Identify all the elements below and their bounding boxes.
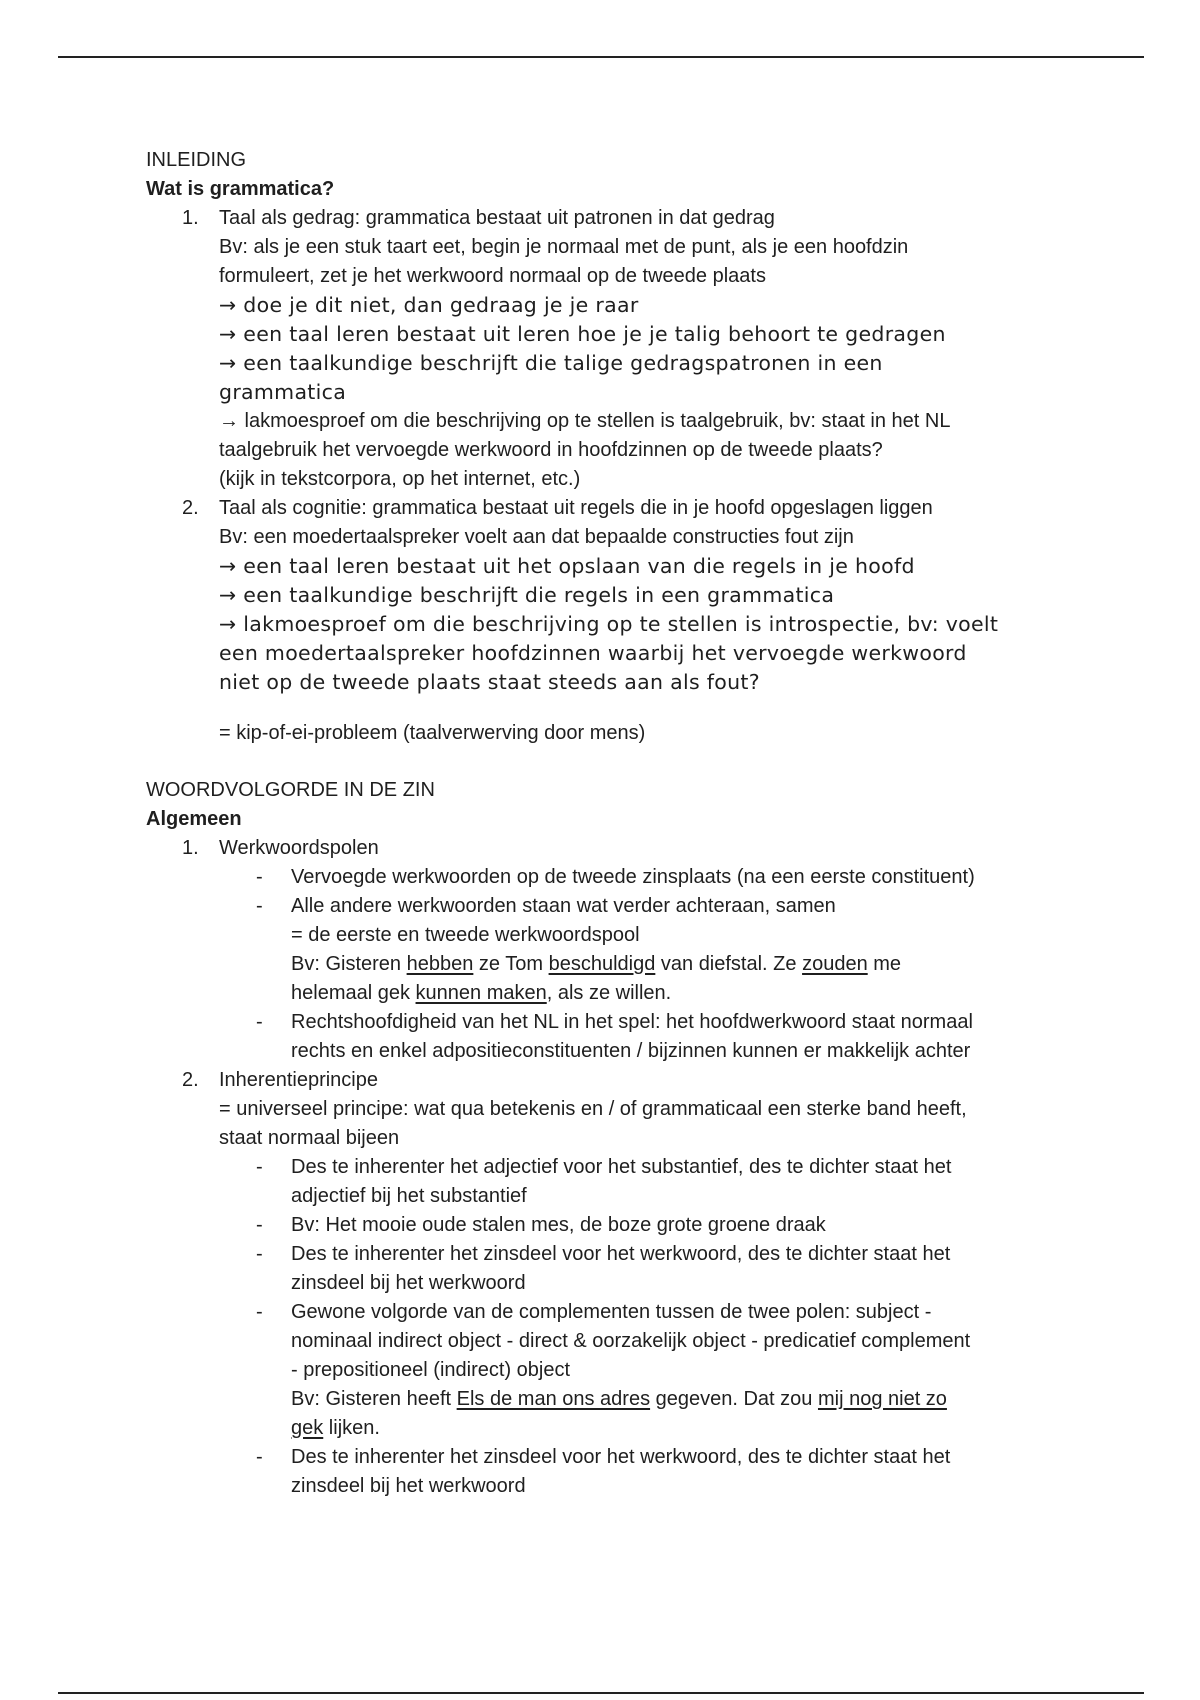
bullet-dash: - [256,1214,263,1236]
example-text: lijken. [323,1417,380,1439]
bottom-rule [58,1692,1144,1694]
text-line: Bv: een moedertaalspreker voelt aan dat bepaalde constructies fout zijn [219,526,854,548]
bullet-text: Alle andere werkwoorden staan wat verder achteraan, samen [291,895,836,917]
example-text: , als ze willen. [546,982,672,1004]
bullet-item [146,1240,1066,1269]
text-line: Bv: als je een stuk taart eet, begin je normaal met de punt, als je een hoofdzin [219,236,909,258]
section-heading-woordvolgorde: WOORDVOLGORDE IN DE ZIN [146,779,435,801]
bullet-item [146,1443,1066,1472]
section-heading-inleiding: INLEIDING [146,149,247,171]
list-item-title: Inherentieprincipe [219,1069,378,1091]
bullet-item [146,1211,1066,1240]
underlined-verb: beschuldigd [548,953,656,975]
spacer [146,697,1066,719]
bullet-item [146,892,1066,921]
bullet-item [146,1008,1066,1037]
underlined-verb: kunnen maken [415,982,547,1004]
bullet-item [146,1298,1066,1327]
bullet-dash: - [256,866,263,888]
list-item-1 [146,834,1066,863]
subheading-wat-is-grammatica: Wat is grammatica? [146,178,335,200]
example-line [146,1385,1066,1414]
example-line [146,979,1066,1008]
text-line: rechts en enkel adpositieconstituenten / bijzinnen kunnen er makkelijk achter [291,1040,971,1062]
example-text: gegeven. Dat zou [650,1388,818,1410]
text-line: → een taalkundige beschrijft die regels in een grammatica [219,583,835,607]
bullet-text: Des te inherenter het zinsdeel voor het werkwoord, des te dichter staat het [291,1446,951,1468]
underlined-phrase: gek [291,1417,324,1439]
list-number: 1. [182,837,199,859]
text-line: staat normaal bijeen [219,1127,400,1149]
bullet-text: Rechtshoofdigheid van het NL in het spel: het hoofdwerkwoord staat normaal [291,1011,973,1033]
underlined-verb: zouden [802,953,868,975]
text-line: → een taal leren bestaat uit leren hoe je je talig behoort te gedragen [219,322,946,346]
list-item-title: Taal als gedrag: grammatica bestaat uit patronen in dat gedrag [219,207,775,229]
underlined-phrase: mij nog niet zo [817,1388,947,1410]
text-line: taalgebruik het vervoegde werkwoord in hoofdzinnen op de tweede plaats? [219,439,883,461]
list-item-1 [146,204,1066,233]
list-item-2 [146,494,1066,523]
spacer [146,748,1066,776]
list-item-2 [146,1066,1066,1095]
text-line: = universeel principe: wat qua betekenis en / of grammaticaal een sterke band heeft, [219,1098,967,1120]
text-line: niet op de tweede plaats staat steeds aan als fout? [219,670,760,694]
example-text: ze Tom [473,953,549,975]
text-line: → lakmoesproef om die beschrijving op te stellen is introspectie, bv: voelt [219,612,999,636]
example-line [146,950,1066,979]
bullet-item [146,1153,1066,1182]
bullet-text: Bv: Het mooie oude stalen mes, de boze grote groene draak [291,1214,826,1236]
list-number: 1. [182,207,199,229]
text-line: zinsdeel bij het werkwoord [291,1475,526,1497]
text-line: formuleert, zet je het werkwoord normaal op de tweede plaats [219,265,766,287]
bullet-item [146,863,1066,892]
list-item-title: Werkwoordspolen [219,837,379,859]
text-line: grammatica [219,380,347,404]
bullet-text: Vervoegde werkwoorden op de tweede zinsplaats (na een eerste constituent) [291,866,975,888]
bullet-dash: - [256,1156,263,1178]
bullet-text: Gewone volgorde van de complementen tussen de twee polen: subject - [291,1301,932,1323]
text-line: → lakmoesproef om die beschrijving op te stellen is taalgebruik, bv: staat in het NL [219,410,951,432]
bullet-dash: - [256,1011,263,1033]
example-text: helemaal gek [291,982,416,1004]
bullet-text: Des te inherenter het zinsdeel voor het werkwoord, des te dichter staat het [291,1243,951,1265]
underlined-verb: hebben [406,953,474,975]
example-text: Bv: Gisteren heeft [291,1388,457,1410]
bullet-text: Des te inherenter het adjectief voor het substantief, des te dichter staat het [291,1156,952,1178]
bullet-dash: - [256,1243,263,1265]
text-line: = de eerste en tweede werkwoordspool [291,924,640,946]
underlined-phrase: Els de man ons adres [456,1388,651,1410]
bullet-dash: - [256,1446,263,1468]
text-line: → een taal leren bestaat uit het opslaan van die regels in je hoofd [219,554,915,578]
example-text: me [867,953,902,975]
text-line: nominaal indirect object - direct & oorzakelijk object - predicatief complement [291,1330,971,1352]
document-body [146,146,1066,1501]
example-text: Bv: Gisteren [291,953,407,975]
note-line: = kip-of-ei-probleem (taalverwerving door mens) [219,722,646,744]
text-line: → een taalkundige beschrijft die talige gedragspatronen in een [219,351,883,375]
top-rule [58,56,1144,58]
text-line: adjectief bij het substantief [291,1185,527,1207]
text-line: een moedertaalspreker hoofdzinnen waarbij het vervoegde werkwoord [219,641,967,665]
bullet-dash: - [256,1301,263,1323]
text-line: → doe je dit niet, dan gedraag je je raar [219,293,639,317]
text-line: zinsdeel bij het werkwoord [291,1272,526,1294]
example-text: van diefstal. Ze [655,953,803,975]
list-number: 2. [182,497,199,519]
subheading-algemeen: Algemeen [146,808,242,830]
text-line: (kijk in tekstcorpora, op het internet, etc.) [219,468,581,490]
bullet-dash: - [256,895,263,917]
text-line: - prepositioneel (indirect) object [291,1359,571,1381]
example-line [146,1414,1066,1443]
list-number: 2. [182,1069,199,1091]
list-item-title: Taal als cognitie: grammatica bestaat uit regels die in je hoofd opgeslagen liggen [219,497,933,519]
